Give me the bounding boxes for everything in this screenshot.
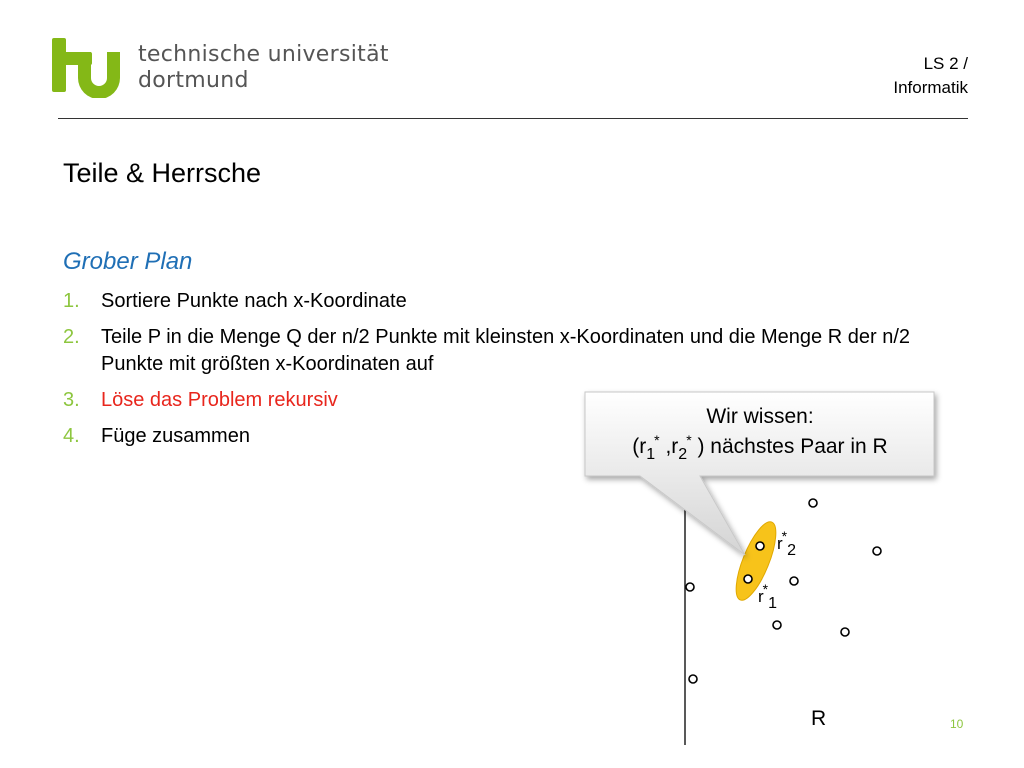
logo-line-1: technische universität (138, 42, 389, 67)
point (873, 547, 881, 555)
callout-sep: ,r (659, 435, 679, 458)
r2-star: * (781, 528, 788, 544)
callout-sub-1: 1 (646, 446, 656, 463)
step-text: Löse das Problem rekursiv (101, 389, 338, 411)
step-text: Sortiere Punkte nach x-Koordinate (101, 290, 407, 312)
step-text: Teile P in die Menge Q der n/2 Punkte mit kleinsten x-Koordinaten und die Menge R der n/2 Punkte mit größten x-Koordinaten auf (101, 326, 910, 375)
logo-line-2: dortmund (138, 68, 249, 93)
chair-line-2: Informatik (893, 78, 968, 97)
point-r1 (744, 575, 752, 583)
point (689, 675, 697, 683)
step-number: 4. (63, 425, 80, 447)
point-r2 (756, 542, 764, 550)
callout-star-1: * (654, 432, 660, 448)
r1-sub: 1 (768, 595, 778, 612)
r1-label (758, 581, 778, 612)
step-text: Füge zusammen (101, 425, 250, 447)
slide-title: Teile & Herrsche (63, 158, 262, 188)
step-number: 2. (63, 326, 80, 348)
callout-close: ) nächstes Paar in R (691, 435, 888, 458)
r1-star: * (762, 581, 769, 597)
callout-sub-2: 2 (678, 446, 688, 463)
callout-text (586, 402, 934, 464)
r2-letter: r (777, 534, 783, 553)
step-number: 3. (63, 389, 80, 411)
callout-line-2 (586, 432, 934, 464)
page-number: 10 (950, 717, 964, 731)
slide-subtitle: Grober Plan (63, 248, 193, 275)
callout-line-1: Wir wissen: (706, 405, 814, 428)
callout-open: (r (632, 435, 647, 458)
set-label-R: R (811, 707, 827, 730)
chair-line-1: LS 2 / (923, 54, 968, 73)
point (841, 628, 849, 636)
r1-letter: r (758, 587, 764, 606)
step-number: 1. (63, 290, 80, 312)
point (790, 577, 798, 585)
r2-label (777, 528, 797, 559)
point (809, 499, 817, 507)
point (773, 621, 781, 629)
r2-sub: 2 (787, 542, 797, 559)
callout-star-2: * (686, 432, 692, 448)
point (686, 583, 694, 591)
